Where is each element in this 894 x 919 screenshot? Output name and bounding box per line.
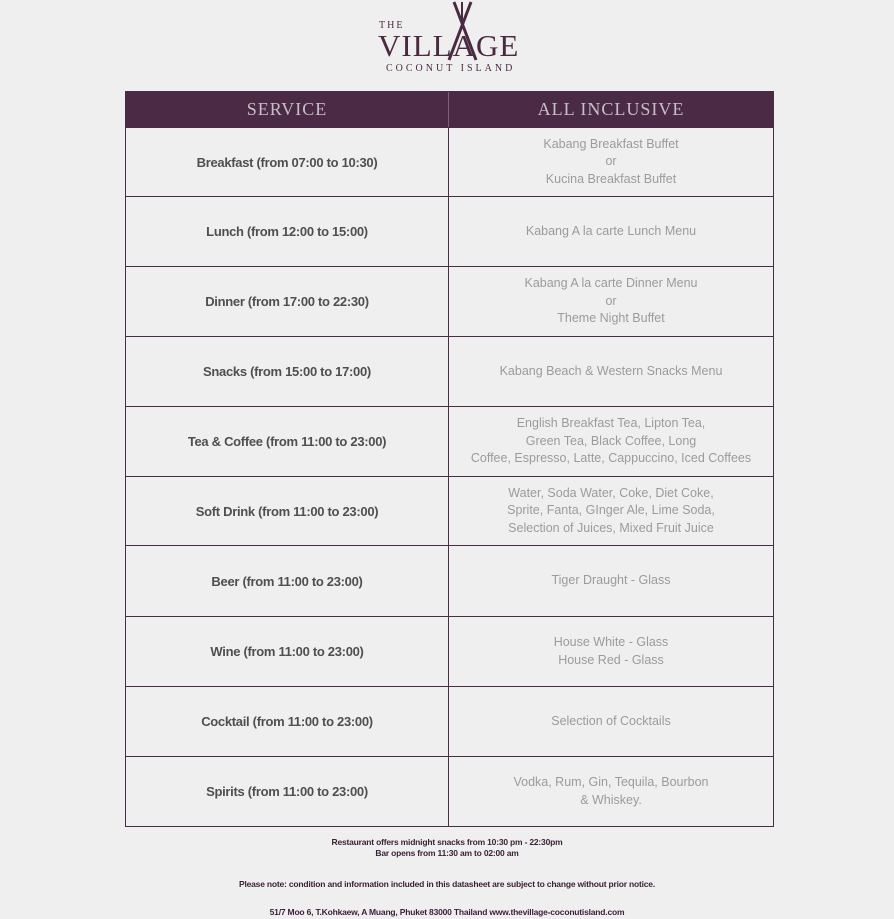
service-cell: Soft Drink (from 11:00 to 23:00) [126,477,449,545]
inclusive-cell [449,128,773,196]
midnight-note: Restaurant offers midnight snacks from 10:30 pm - 22:30pm [331,837,563,847]
table-row [126,336,773,406]
table-row [126,686,773,756]
inclusive-line: House White - Glass [553,635,669,649]
service-cell: Dinner (from 17:00 to 22:30) [126,267,449,336]
inclusive-cell [449,337,773,406]
inclusive-line: Kabang A la carte Lunch Menu [525,223,697,238]
inclusive-line: Green Tea, Black Coffee, Long [525,433,697,448]
inclusive-cell [449,546,773,616]
table-body [126,127,773,826]
inclusive-line: Selection of Cocktails [551,713,671,728]
inclusive-line: Tiger Draught - Glass [551,573,671,588]
inclusive-line: or [605,293,617,308]
inclusive-cell [449,757,773,826]
table-row [126,196,773,266]
table-row [126,406,773,476]
inclusive-line: Theme Night Buffet [557,311,665,326]
header-all-inclusive: ALL INCLUSIVE [537,99,685,119]
logo-name: VILLAGE [378,28,520,63]
inclusive-cell [449,477,773,545]
inclusive-line: Water, Soda Water, Coke, Diet Coke, [508,485,714,500]
inclusive-line: Kabang A la carte Dinner Menu [524,276,698,291]
inclusive-cell [449,617,773,686]
inclusive-line: Vodka, Rum, Gin, Tequila, Bourbon [513,775,709,789]
inclusive-line: House Red - Glass [558,652,664,667]
service-cell: Cocktail (from 11:00 to 23:00) [126,687,449,756]
brand-logo [0,0,894,80]
inclusive-cell [449,687,773,756]
inclusive-line: English Breakfast Tea, Lipton Tea, [516,416,706,431]
table-row [126,756,773,826]
service-cell: Spirits (from 11:00 to 23:00) [126,757,449,826]
service-cell: Breakfast (from 07:00 to 10:30) [126,128,449,196]
inclusive-cell [449,407,773,476]
service-cell: Tea & Coffee (from 11:00 to 23:00) [126,407,449,476]
inclusive-line: Kucina Breakfast Buffet [545,171,677,186]
disclaimer-note: Please note: condition and information included in this datasheet are subject to change without prior notice. [239,879,655,889]
table-row [126,476,773,545]
inclusive-line: Kabang Breakfast Buffet [543,136,679,151]
table-row [126,545,773,616]
address-footer: 51/7 Moo 6, T.Kohkaew, A Muang, Phuket 83000 Thailand www.thevillage-coconutisland.com [269,907,625,917]
table-header [126,92,773,127]
inclusive-line: & Whiskey. [580,792,642,807]
inclusive-table [125,91,774,827]
logo-subtitle: COCONUT ISLAND [386,63,516,74]
table-row [126,127,773,196]
inclusive-line: Selection of Juices, Mixed Fruit Juice [508,520,714,535]
logo-the: THE [379,20,405,31]
header-service: SERVICE [126,92,449,127]
table-row [126,616,773,686]
service-cell: Beer (from 11:00 to 23:00) [126,546,449,616]
inclusive-line: or [605,154,617,169]
inclusive-cell [449,267,773,336]
inclusive-line: Coffee, Espresso, Latte, Cappuccino, Iced Coffees [470,451,752,466]
table-row [126,266,773,336]
bar-note: Bar opens from 11:30 am to 02:00 am [375,848,519,858]
inclusive-line: Kabang Beach & Western Snacks Menu [499,363,723,378]
inclusive-cell [449,197,773,266]
service-cell: Wine (from 11:00 to 23:00) [126,617,449,686]
service-cell: Snacks (from 15:00 to 17:00) [126,337,449,406]
service-cell: Lunch (from 12:00 to 15:00) [126,197,449,266]
inclusive-line: Sprite, Fanta, GInger Ale, Lime Soda, [507,503,715,518]
